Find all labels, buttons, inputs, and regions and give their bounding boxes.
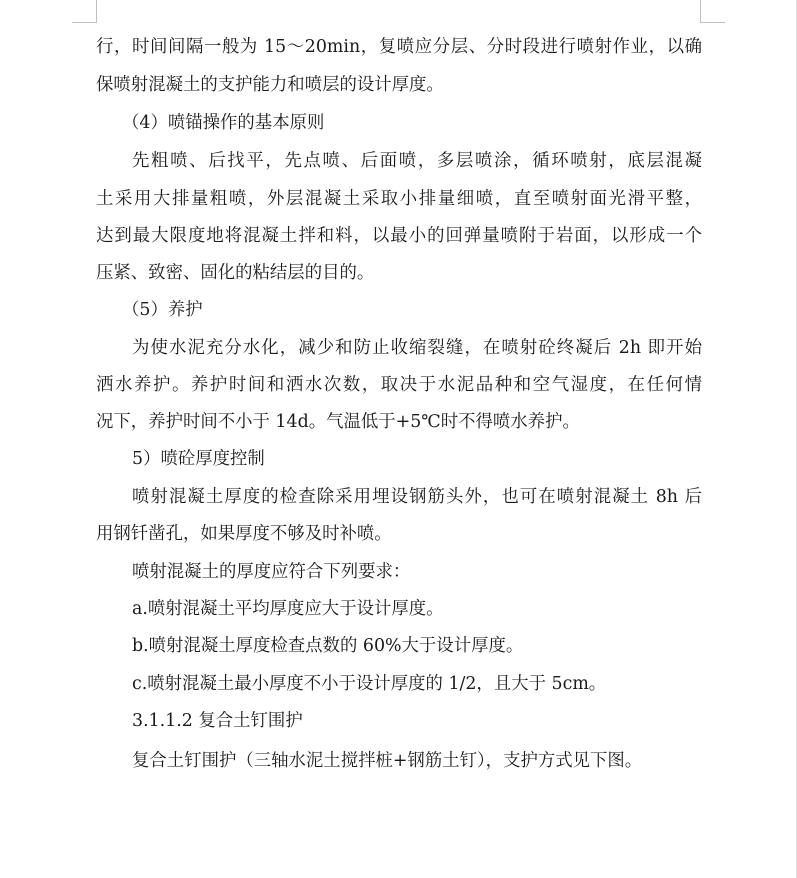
paragraph-line: 复合土钉围护（三轴水泥土搅拌桩+钢筋土钉），支护方式见下图。 [132,751,643,771]
paragraph-line: 况下，养护时间不小于 14d。气温低于+5℃时不得喷水养护。 [96,412,580,432]
paragraph-line: 先粗喷、后找平，先点喷、后面喷，多层喷涂，循环喷射，底层混凝 [132,151,702,171]
crop-mark-top-left-horizontal [72,22,97,23]
paragraph-line: 喷射混凝土的厚度应符合下列要求： [132,562,411,582]
crop-mark-top-right-horizontal [700,22,725,23]
paragraph-line: 喷射混凝土厚度的检查除采用埋设钢筋头外，也可在喷射混凝土 8h 后 [132,487,702,507]
paragraph-line: 达到最大限度地将混凝土拌和料，以最小的回弹量喷附于岩面，以形成一个 [96,226,702,246]
list-item: b.喷射混凝土厚度检查点数的 60%大于设计厚度。 [132,636,524,656]
crop-mark-top-right-vertical [700,0,701,22]
paragraph-line: 用钢钎凿孔，如果厚度不够及时补喷。 [96,524,392,544]
paragraph-line: 土采用大排量粗喷，外层混凝土采取小排量细喷，直至喷射面光滑平整， [96,189,702,209]
section-heading: （5）养护 [122,300,203,320]
subsection-heading: 3.1.1.2 复合土钉围护 [132,711,303,731]
section-heading: （4）喷锚操作的基本原则 [122,113,325,133]
paragraph-line: 保喷射混凝土的支护能力和喷层的设计厚度。 [96,75,444,95]
paragraph-line: 为使水泥充分水化，减少和防止收缩裂缝，在喷射砼终凝后 2h 即开始 [132,338,702,358]
paragraph-line: 压紧、致密、固化的粘结层的目的。 [96,263,375,283]
paragraph-line: 洒水养护。养护时间和洒水次数，取决于水泥品种和空气湿度，在任何情 [96,375,702,395]
list-item: a.喷射混凝土平均厚度应大于设计厚度。 [132,599,444,619]
paragraph-line: 行，时间间隔一般为 15～20min，复喷应分层、分时段进行喷射作业，以确 [96,37,702,57]
crop-mark-top-left-vertical [96,0,97,22]
section-heading: 5）喷砼厚度控制 [132,449,265,469]
list-item: c.喷射混凝土最小厚度不小于设计厚度的 1/2，且大于 5cm。 [132,674,607,694]
